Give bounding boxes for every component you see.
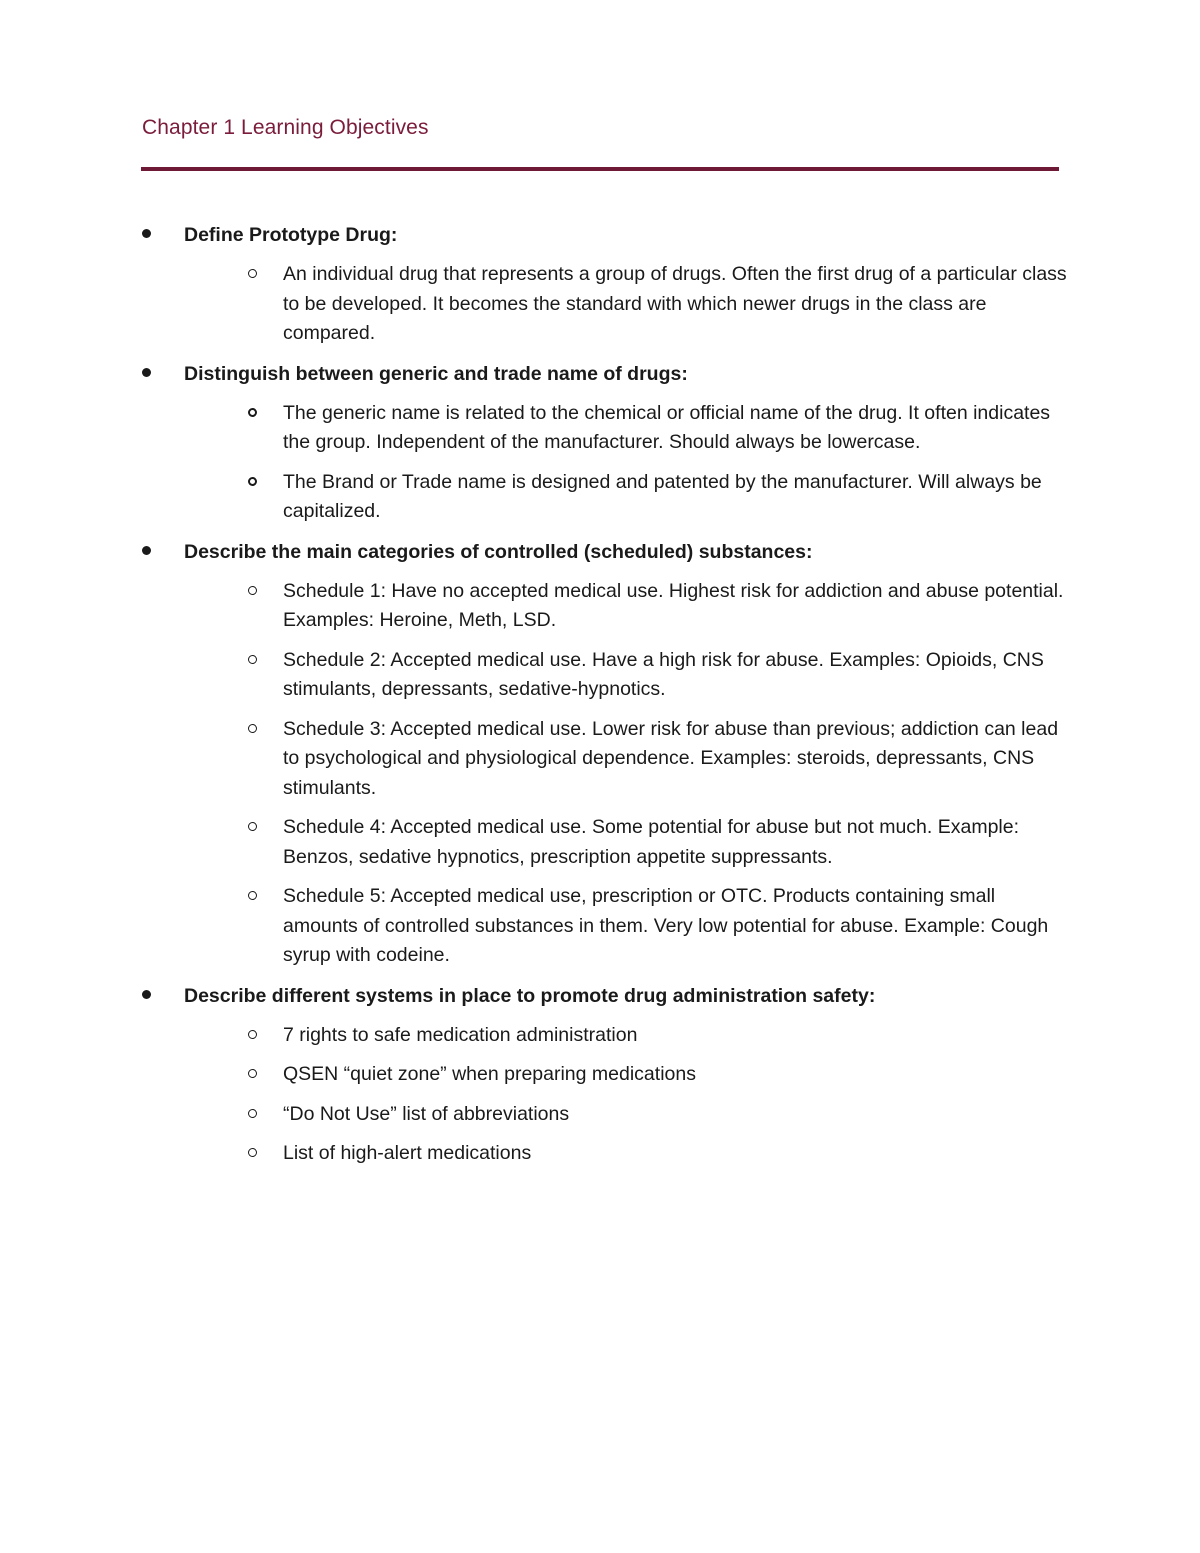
list-item-text: Schedule 5: Accepted medical use, prescription or OTC. Products containing small amounts of controlled substances in them. Very low potential for abuse. Example: Cough syrup with codeine. [283,885,1049,966]
circle-bullet-icon [248,891,257,900]
list-item [0,1139,1200,1169]
list-item [0,577,1200,636]
objective-heading-row [0,537,1200,567]
circle-bullet-icon [248,586,257,595]
circle-bullet-icon [248,1069,257,1078]
list-item [0,1021,1200,1051]
list-item [0,715,1200,804]
page-title: Chapter 1 Learning Objectives [142,116,429,139]
objective-heading-row [0,981,1200,1011]
objective-section [0,981,1200,1169]
list-item [0,646,1200,705]
circle-bullet-icon [248,1148,257,1157]
objective-heading-row [0,220,1200,250]
list-item [0,468,1200,527]
circle-bullet-icon [248,822,257,831]
objective-section [0,220,1200,349]
circle-bullet-icon [248,408,257,417]
objective-heading: Describe the main categories of controlled (scheduled) substances: [184,540,813,563]
list-item-text: Schedule 3: Accepted medical use. Lower risk for abuse than previous; addiction can lead to psychological and physiological dependence. Examples: steroids, depressants, CNS stimulants. [283,717,1059,799]
circle-bullet-icon [248,477,257,486]
list-item-text: The Brand or Trade name is designed and patented by the manufacturer. Will always be capitalized. [283,470,1042,522]
list-item-text: List of high-alert medications [283,1142,532,1164]
objectives-list [0,220,1200,1179]
bullet-icon [142,368,151,377]
list-item-text: Schedule 2: Accepted medical use. Have a high risk for abuse. Examples: Opioids, CNS stimulants, depressants, sedative-hypnotics. [283,648,1044,700]
bullet-icon [142,546,151,555]
list-item [0,1060,1200,1090]
objective-heading: Describe different systems in place to promote drug administration safety: [184,984,876,1007]
circle-bullet-icon [248,655,257,664]
list-item-text: QSEN “quiet zone” when preparing medications [283,1063,696,1085]
bullet-icon [142,990,151,999]
bullet-icon [142,229,151,238]
list-item-text: 7 rights to safe medication administration [283,1023,638,1046]
objective-heading: Define Prototype Drug: [184,224,398,246]
list-item [0,813,1200,872]
objective-section [0,537,1200,971]
objective-heading-row [0,359,1200,389]
list-item-text: “Do Not Use” list of abbreviations [283,1102,570,1125]
list-item-text: Schedule 4: Accepted medical use. Some potential for abuse but not much. Example: Benzos, sedative hypnotics, prescription appetite suppressants. [283,816,1020,868]
title-divider [141,167,1059,171]
list-item-text: Schedule 1: Have no accepted medical use. Highest risk for addiction and abuse potential. Examples: Heroine, Meth, LSD. [283,579,1064,631]
circle-bullet-icon [248,1030,257,1039]
circle-bullet-icon [248,269,257,278]
list-item [0,399,1200,458]
circle-bullet-icon [248,1109,257,1118]
list-item-text: The generic name is related to the chemical or official name of the drug. It often indicates the group. Independent of the manufacturer. Should always be lowercase. [283,401,1051,453]
objective-heading: Distinguish between generic and trade name of drugs: [184,362,688,385]
list-item-text: An individual drug that represents a group of drugs. Often the first drug of a particular class to be developed. It becomes the standard with which newer drugs in the class are compared. [283,263,1067,344]
list-item [0,260,1200,349]
list-item [0,882,1200,971]
list-item [0,1100,1200,1130]
objective-section [0,359,1200,527]
circle-bullet-icon [248,724,257,733]
